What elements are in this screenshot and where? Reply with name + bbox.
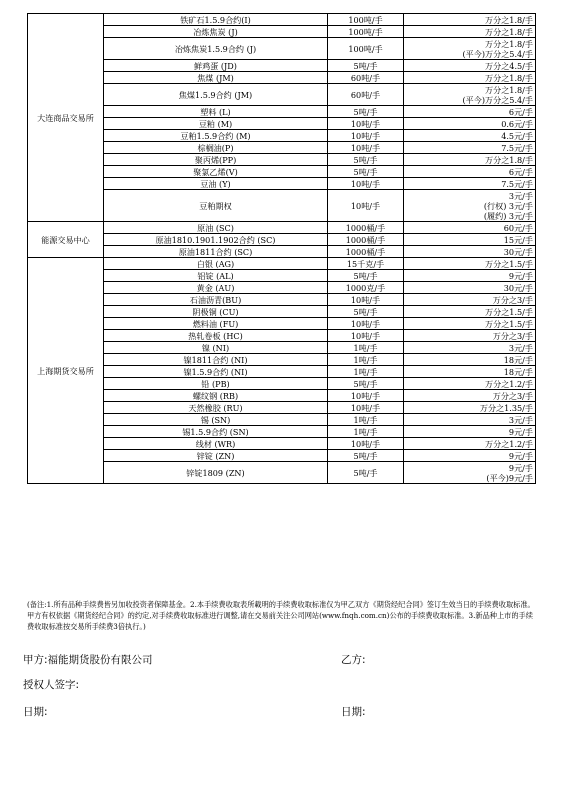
table-row: [28, 438, 536, 450]
unit-cell: 5吨/手: [328, 106, 404, 118]
unit-cell: 5吨/手: [328, 60, 404, 72]
product-cell: 豆粕 (M): [104, 118, 328, 130]
table-row: [28, 130, 536, 142]
table-row: [28, 318, 536, 330]
product-cell: 鲜鸡蛋 (JD): [104, 60, 328, 72]
product-cell: 镍 (NI): [104, 342, 328, 354]
unit-cell: 100吨/手: [328, 26, 404, 38]
unit-cell: 1000桶/手: [328, 222, 404, 234]
table-row: [28, 282, 536, 294]
fee-cell: [404, 258, 536, 270]
unit-cell: 1吨/手: [328, 366, 404, 378]
unit-cell: 100吨/手: [328, 14, 404, 26]
product-cell: 螺纹钢 (RB): [104, 390, 328, 402]
product-cell: 白银 (AG): [104, 258, 328, 270]
fee-cell: [404, 462, 536, 484]
fee-cell: [404, 342, 536, 354]
product-cell: 原油1811合约 (SC): [104, 246, 328, 258]
unit-cell: 1000桶/手: [328, 246, 404, 258]
table-row: [28, 60, 536, 72]
fee-line: 7.5元/手: [501, 142, 533, 153]
table-row: [28, 378, 536, 390]
fee-cell: [404, 26, 536, 38]
fee-line: 0.6元/手: [501, 118, 533, 129]
table-row: [28, 426, 536, 438]
product-cell: 镍1811合约 (NI): [104, 354, 328, 366]
fee-cell: [404, 60, 536, 72]
product-cell: 豆粕期权: [104, 190, 328, 222]
unit-cell: 5吨/手: [328, 462, 404, 484]
unit-cell: 10吨/手: [328, 130, 404, 142]
fee-line: 万分之3/手: [492, 294, 533, 305]
footnote: (备注:1.所有品种手续费皆另加收投资者保障基金。2.本手续费收取表所載明的手续费收取标准仅为甲乙双方《期货经纪合同》签订生效当日的手续费收取标准。甲方有权依据《期货经纪合同》的约定,对手续费收取标准进行调整,请在交易前关注公司网站(www.fnqh.com.cn)公布的手续费收取标准。3.新品种上市的手续费收取标准按交易所手续费3倍执行。): [27, 600, 535, 631]
unit-cell: 10吨/手: [328, 178, 404, 190]
table-row: [28, 178, 536, 190]
table-row: [28, 294, 536, 306]
table-row: [28, 14, 536, 26]
unit-cell: 10吨/手: [328, 118, 404, 130]
fee-line: 万分之4.5/手: [485, 60, 533, 71]
table-row: [28, 270, 536, 282]
product-cell: 热轧卷板 (HC): [104, 330, 328, 342]
product-cell: 聚丙烯(PP): [104, 154, 328, 166]
unit-cell: 5吨/手: [328, 378, 404, 390]
product-cell: 焦煤 (JM): [104, 72, 328, 84]
product-cell: 燃料油 (FU): [104, 318, 328, 330]
table-row: [28, 354, 536, 366]
fee-cell: [404, 178, 536, 190]
product-cell: 线材 (WR): [104, 438, 328, 450]
product-cell: 棕榈油(P): [104, 142, 328, 154]
product-cell: 铝锭 (AL): [104, 270, 328, 282]
fee-cell: [404, 84, 536, 106]
product-cell: 黄金 (AU): [104, 282, 328, 294]
table-row: [28, 84, 536, 106]
fee-line: 万分之1.8/手: [485, 84, 533, 95]
fee-line: 30元/手: [503, 282, 533, 293]
table-row: [28, 154, 536, 166]
table-row: [28, 72, 536, 84]
fee-cell: [404, 270, 536, 282]
product-cell: 冶炼焦炭 (J): [104, 26, 328, 38]
fee-cell: [404, 234, 536, 246]
fee-line: 3元/手: [508, 342, 533, 353]
date-b-label: 日期:: [341, 706, 366, 718]
date-a-label: 日期:: [23, 706, 48, 718]
fee-table-body: [28, 14, 536, 484]
fee-line: 18元/手: [503, 366, 533, 377]
product-cell: 锌锭 (ZN): [104, 450, 328, 462]
unit-cell: 10吨/手: [328, 142, 404, 154]
fee-cell: [404, 426, 536, 438]
unit-cell: 10吨/手: [328, 402, 404, 414]
unit-cell: 10吨/手: [328, 294, 404, 306]
fee-cell: [404, 166, 536, 178]
fee-table: [27, 13, 536, 484]
unit-cell: 5吨/手: [328, 154, 404, 166]
fee-line: 万分之1.5/手: [485, 318, 533, 329]
fee-cell: [404, 414, 536, 426]
party-a-label: 甲方:福能期货股份有限公司: [23, 654, 153, 666]
fee-cell: [404, 354, 536, 366]
product-cell: 镍1.5.9合约 (NI): [104, 366, 328, 378]
fee-line: 万分之1.35/手: [479, 402, 533, 413]
table-row: [28, 258, 536, 270]
fee-cell: [404, 106, 536, 118]
table-row: [28, 118, 536, 130]
product-cell: 天然橡胶 (RU): [104, 402, 328, 414]
table-row: [28, 26, 536, 38]
product-cell: 焦煤1.5.9合约 (JM): [104, 84, 328, 106]
fee-line: 万分之1.8/手: [485, 38, 533, 49]
fee-cell: [404, 246, 536, 258]
fee-line: 9元/手: [508, 426, 533, 437]
fee-line: 万分之1.5/手: [485, 306, 533, 317]
product-cell: 冶炼焦炭1.5.9合约 (J): [104, 38, 328, 60]
fee-cell: [404, 438, 536, 450]
table-row: [28, 402, 536, 414]
unit-cell: 5吨/手: [328, 450, 404, 462]
exchange-cell: 大连商品交易所: [28, 14, 104, 222]
unit-cell: 5吨/手: [328, 166, 404, 178]
fee-cell: [404, 318, 536, 330]
fee-line: (履约) 3元/手: [483, 210, 533, 221]
product-cell: 锡1.5.9合约 (SN): [104, 426, 328, 438]
fee-cell: [404, 190, 536, 222]
fee-line: (平今)万分之5.4/手: [462, 94, 533, 105]
fee-line: 9元/手: [508, 450, 533, 461]
fee-cell: [404, 38, 536, 60]
table-row: [28, 342, 536, 354]
table-row: [28, 166, 536, 178]
fee-line: 万分之1.8/手: [485, 72, 533, 83]
authorized-signature-label: 授权人签字:: [23, 679, 80, 691]
table-row: [28, 234, 536, 246]
fee-line: 万分之3/手: [492, 330, 533, 341]
unit-cell: 1吨/手: [328, 342, 404, 354]
unit-cell: 10吨/手: [328, 318, 404, 330]
fee-cell: [404, 390, 536, 402]
product-cell: 锡 (SN): [104, 414, 328, 426]
fee-line: 万分之1.8/手: [485, 154, 533, 165]
product-cell: 阴极铜 (CU): [104, 306, 328, 318]
product-cell: 原油 (SC): [104, 222, 328, 234]
table-row: [28, 142, 536, 154]
table-row: [28, 190, 536, 222]
fee-cell: [404, 142, 536, 154]
fee-line: 万分之1.2/手: [485, 438, 533, 449]
unit-cell: 5吨/手: [328, 306, 404, 318]
fee-cell: [404, 118, 536, 130]
unit-cell: 10吨/手: [328, 390, 404, 402]
fee-line: 9元/手: [508, 462, 533, 473]
product-cell: 原油1810.1901.1902合约 (SC): [104, 234, 328, 246]
fee-line: 6元/手: [508, 106, 533, 117]
product-cell: 锌锭1809 (ZN): [104, 462, 328, 484]
unit-cell: 1吨/手: [328, 426, 404, 438]
table-row: [28, 246, 536, 258]
unit-cell: 10吨/手: [328, 190, 404, 222]
table-row: [28, 330, 536, 342]
unit-cell: 60吨/手: [328, 84, 404, 106]
product-cell: 豆粕1.5.9合约 (M): [104, 130, 328, 142]
unit-cell: 1000桶/手: [328, 234, 404, 246]
product-cell: 铁矿石1.5.9合约(I): [104, 14, 328, 26]
table-row: [28, 462, 536, 484]
fee-cell: [404, 14, 536, 26]
fee-line: 60元/手: [503, 222, 533, 233]
unit-cell: 10吨/手: [328, 330, 404, 342]
fee-line: 3元/手: [508, 414, 533, 425]
fee-line: 万分之1.2/手: [485, 378, 533, 389]
fee-cell: [404, 450, 536, 462]
table-row: [28, 414, 536, 426]
fee-cell: [404, 154, 536, 166]
unit-cell: 5吨/手: [328, 270, 404, 282]
table-row: [28, 306, 536, 318]
unit-cell: 1吨/手: [328, 414, 404, 426]
product-cell: 塑料 (L): [104, 106, 328, 118]
fee-line: (平今)9元/手: [486, 472, 533, 483]
table-row: [28, 106, 536, 118]
product-cell: 聚氯乙烯(V): [104, 166, 328, 178]
fee-line: 3元/手: [508, 190, 533, 201]
table-row: [28, 390, 536, 402]
exchange-cell: 上海期货交易所: [28, 258, 104, 484]
unit-cell: 100吨/手: [328, 38, 404, 60]
fee-line: 30元/手: [503, 246, 533, 257]
fee-line: 万分之1.8/手: [485, 14, 533, 25]
fee-line: 4.5元/手: [501, 130, 533, 141]
unit-cell: 1吨/手: [328, 354, 404, 366]
fee-cell: [404, 378, 536, 390]
fee-cell: [404, 130, 536, 142]
table-row: [28, 38, 536, 60]
fee-cell: [404, 306, 536, 318]
fee-cell: [404, 330, 536, 342]
unit-cell: 15千克/手: [328, 258, 404, 270]
table-row: [28, 222, 536, 234]
fee-line: 万分之1.5/手: [485, 258, 533, 269]
exchange-cell: 能源交易中心: [28, 222, 104, 258]
fee-line: 万分之3/手: [492, 390, 533, 401]
product-cell: 铅 (PB): [104, 378, 328, 390]
fee-line: 万分之1.8/手: [485, 26, 533, 37]
unit-cell: 1000克/手: [328, 282, 404, 294]
fee-line: 15元/手: [503, 234, 533, 245]
fee-cell: [404, 294, 536, 306]
fee-cell: [404, 402, 536, 414]
fee-cell: [404, 72, 536, 84]
product-cell: 石油沥青(BU): [104, 294, 328, 306]
fee-line: (行权) 3元/手: [483, 200, 533, 211]
product-cell: 豆油 (Y): [104, 178, 328, 190]
fee-cell: [404, 366, 536, 378]
unit-cell: 10吨/手: [328, 438, 404, 450]
fee-line: 6元/手: [508, 166, 533, 177]
table-row: [28, 366, 536, 378]
fee-line: 9元/手: [508, 270, 533, 281]
table-row: [28, 450, 536, 462]
party-b-label: 乙方:: [341, 654, 366, 666]
unit-cell: 60吨/手: [328, 72, 404, 84]
fee-cell: [404, 222, 536, 234]
fee-line: 18元/手: [503, 354, 533, 365]
fee-line: 7.5元/手: [501, 178, 533, 189]
fee-cell: [404, 282, 536, 294]
fee-line: (平今)万分之5.4/手: [462, 48, 533, 59]
